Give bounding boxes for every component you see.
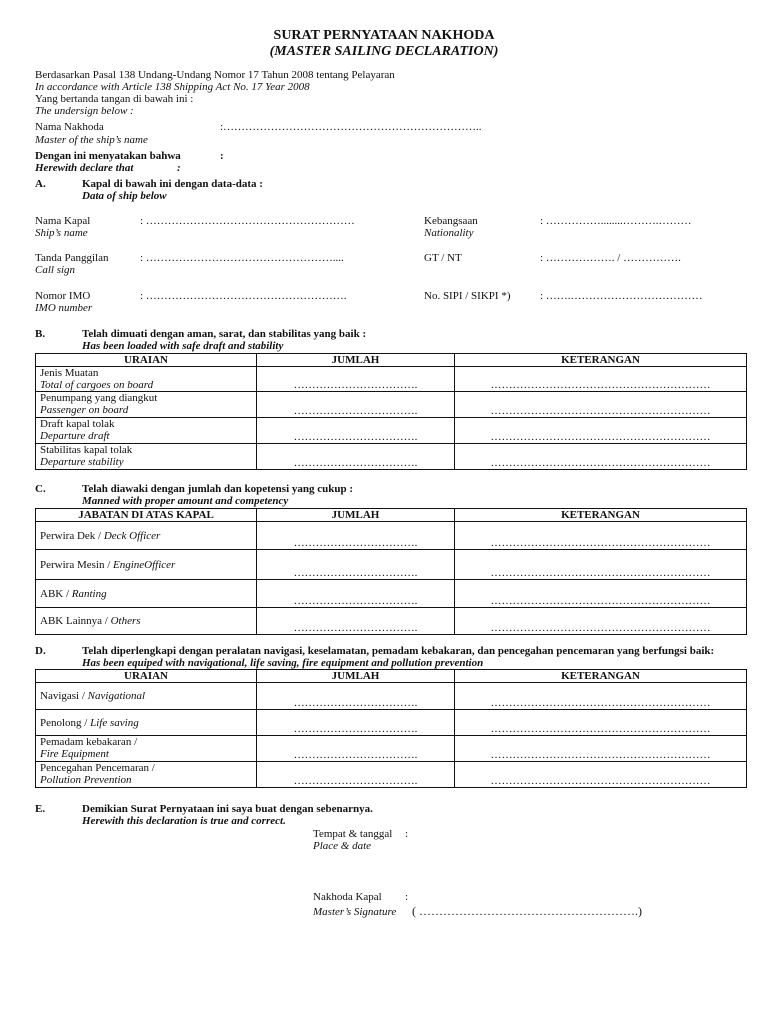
undersigned-en: The undersign below : <box>35 105 134 117</box>
table-row <box>36 710 747 736</box>
place-date-label: Tempat & tanggal <box>313 828 393 840</box>
place-date-colon: : <box>405 828 409 840</box>
table-row <box>36 736 747 762</box>
section-a-title-en: Data of ship below <box>82 190 167 202</box>
section-d-title-en: Has been equiped with navigational, life saving, fire equipment and pollution prevention <box>82 657 484 669</box>
column-header: KETERANGAN <box>455 670 747 683</box>
call-sign-field[interactable]: : …………………………………………….... <box>140 252 344 264</box>
call-sign-label: Tanda Panggilan <box>35 252 109 264</box>
jumlah-field[interactable]: ……………………………. <box>257 762 455 788</box>
section-b-letter: B. <box>35 328 46 340</box>
keterangan-field[interactable]: …………………………………………………… <box>455 736 747 762</box>
legal-basis-en: In accordance with Article 138 Shipping Act No. 17 Year 2008 <box>35 81 310 93</box>
table-header-row <box>36 509 747 522</box>
keterangan-field[interactable]: …………………………………………………… <box>455 418 747 444</box>
section-b-title-en: Has been loaded with safe draft and stability <box>82 340 284 352</box>
table-row <box>36 444 747 470</box>
row-label: Penolong / <box>40 716 91 729</box>
keterangan-field[interactable]: …………………………………………………… <box>455 710 747 736</box>
row-label: Penumpang yang diangkut <box>40 392 158 404</box>
row-label: Perwira Dek / <box>40 529 104 542</box>
imo-label: Nomor IMO <box>35 290 91 302</box>
column-header: URAIAN <box>36 354 257 367</box>
column-header: KETERANGAN <box>455 354 747 367</box>
table-row <box>36 762 747 788</box>
row-label-en: Pollution Prevention <box>40 774 132 786</box>
declare-label: Dengan ini menyatakan bahwa <box>35 150 181 162</box>
ship-name-label-en: Ship’s name <box>35 227 88 239</box>
row-label-en: Deck Officer <box>103 529 161 542</box>
nationality-label-en: Nationality <box>424 227 474 239</box>
column-header: JUMLAH <box>257 670 455 683</box>
column-header: URAIAN <box>36 670 257 683</box>
jumlah-field[interactable]: ……………………………. <box>257 608 455 635</box>
keterangan-field[interactable]: …………………………………………………… <box>455 367 747 392</box>
document-title: SURAT PERNYATAAN NAKHODA <box>273 28 495 43</box>
table-row <box>36 392 747 418</box>
row-label: ABK Lainnya / <box>40 615 111 627</box>
undersigned-id: Yang bertanda tangan di bawah ini : <box>35 93 194 105</box>
legal-basis-id: Berdasarkan Pasal 138 Undang-Undang Nomor 17 Tahun 2008 tentang Pelayaran <box>35 69 395 81</box>
row-label: Jenis Muatan <box>40 367 99 379</box>
row-label-en: Passenger on board <box>40 404 129 416</box>
section-c-title-en: Manned with proper amount and competency <box>82 495 289 507</box>
jumlah-field[interactable]: ……………………………. <box>257 580 455 608</box>
master-signature-colon: : <box>405 891 409 903</box>
table-row <box>36 608 747 635</box>
keterangan-field[interactable]: …………………………………………………… <box>455 608 747 635</box>
table-row <box>36 418 747 444</box>
section-c-title: Telah diawaki dengan jumlah dan kopetensi yang cukup : <box>82 483 354 495</box>
gt-nt-field[interactable]: : ………………. / ……………. <box>540 252 681 264</box>
table-header-row <box>36 670 747 683</box>
call-sign-label-en: Call sign <box>35 264 76 276</box>
row-label: Pencegahan Pencemaran / <box>40 762 155 774</box>
row-label-en: EngineOfficer <box>113 558 176 571</box>
row-label-en: Departure stability <box>40 456 124 468</box>
column-header: JABATAN DI ATAS KAPAL <box>36 509 257 522</box>
keterangan-field[interactable]: …………………………………………………… <box>455 522 747 550</box>
nationality-label: Kebangsaan <box>424 215 478 227</box>
keterangan-field[interactable]: …………………………………………………… <box>455 762 747 788</box>
table-header-row <box>36 354 747 367</box>
jumlah-field[interactable]: ……………………………. <box>257 392 455 418</box>
column-header: JUMLAH <box>257 354 455 367</box>
table-row <box>36 522 747 550</box>
jumlah-field[interactable]: ……………………………. <box>257 550 455 580</box>
master-signature-field[interactable]: ( ……………………………………………….) <box>412 904 642 918</box>
row-label-en: Navigational <box>87 690 146 702</box>
section-b-table <box>35 353 747 470</box>
jumlah-field[interactable]: ……………………………. <box>257 522 455 550</box>
sipi-label: No. SIPI / SIKPI *) <box>424 290 511 302</box>
column-header: KETERANGAN <box>455 509 747 522</box>
table-row <box>36 580 747 608</box>
jumlah-field[interactable]: ……………………………. <box>257 683 455 710</box>
jumlah-field[interactable]: ……………………………. <box>257 736 455 762</box>
section-a-title: Kapal di bawah ini dengan data-data : <box>82 178 263 190</box>
jumlah-field[interactable]: ……………………………. <box>257 710 455 736</box>
row-label-en: Others <box>110 615 141 627</box>
keterangan-field[interactable]: …………………………………………………… <box>455 444 747 470</box>
row-label: Perwira Mesin / <box>40 558 114 571</box>
row-label-en: Life saving <box>90 716 139 729</box>
declare-colon-en: : <box>177 162 181 174</box>
table-row <box>36 683 747 710</box>
section-c-letter: C. <box>35 483 46 495</box>
ship-name-label: Nama Kapal <box>35 215 91 227</box>
master-name-field[interactable]: :…………………………………………………………….. <box>220 121 482 133</box>
row-label: Navigasi / <box>40 690 88 702</box>
section-d-table <box>35 669 747 788</box>
sipi-field[interactable]: : …….……………………………… <box>540 290 703 302</box>
keterangan-field[interactable]: …………………………………………………… <box>455 550 747 580</box>
section-e-title-en: Herewith this declaration is true and correct. <box>82 815 286 827</box>
table-row <box>36 550 747 580</box>
section-d-letter: D. <box>35 645 46 657</box>
gt-nt-label: GT / NT <box>424 252 462 264</box>
jumlah-field[interactable]: ……………………………. <box>257 444 455 470</box>
declare-label-en: Herewith declare that <box>35 162 134 174</box>
imo-field[interactable]: : ………………………………………………. <box>140 290 347 302</box>
row-label-en: Ranting <box>71 587 107 600</box>
section-e-letter: E. <box>35 803 46 815</box>
section-d-title: Telah diperlengkapi dengan peralatan navigasi, keselamatan, pemadam kebakaran, dan pencegahan pencemaran yang berfungsi baik: <box>82 645 715 657</box>
row-label: ABK / <box>40 587 72 600</box>
keterangan-field[interactable]: …………………………………………………… <box>455 683 747 710</box>
master-signature-label: Nakhoda Kapal <box>313 891 382 903</box>
place-date-label-en: Place & date <box>313 840 372 852</box>
declare-colon: : <box>220 150 224 162</box>
row-label-en: Departure draft <box>40 430 110 442</box>
table-row <box>36 367 747 392</box>
imo-label-en: IMO number <box>35 302 93 314</box>
row-label: Draft kapal tolak <box>40 418 115 430</box>
section-e-title: Demikian Surat Pernyataan ini saya buat dengan sebenarnya. <box>82 803 373 815</box>
row-label: Stabilitas kapal tolak <box>40 444 133 456</box>
keterangan-field[interactable]: …………………………………………………… <box>455 392 747 418</box>
row-label-en: Total of cargoes on board <box>40 379 154 391</box>
section-a-letter: A. <box>35 178 46 190</box>
row-label: Pemadam kebakaran / <box>40 736 138 748</box>
master-name-label: Nama Nakhoda <box>35 121 104 133</box>
column-header: JUMLAH <box>257 509 455 522</box>
section-b-title: Telah dimuati dengan aman, sarat, dan stabilitas yang baik : <box>82 328 367 340</box>
ship-name-field[interactable]: : ………………………………………………… <box>140 215 355 227</box>
keterangan-field[interactable]: …………………………………………………… <box>455 580 747 608</box>
row-label-en: Fire Equipment <box>40 748 109 760</box>
document-subtitle: (MASTER SAILING DECLARATION) <box>269 44 499 59</box>
jumlah-field[interactable]: ……………………………. <box>257 367 455 392</box>
master-name-label-en: Master of the ship’s name <box>35 134 148 146</box>
jumlah-field[interactable]: ……………………………. <box>257 418 455 444</box>
nationality-field[interactable]: : ……………........……….……… <box>540 215 692 227</box>
master-signature-label-en: Master’s Signature <box>313 906 397 918</box>
section-c-table <box>35 508 747 635</box>
